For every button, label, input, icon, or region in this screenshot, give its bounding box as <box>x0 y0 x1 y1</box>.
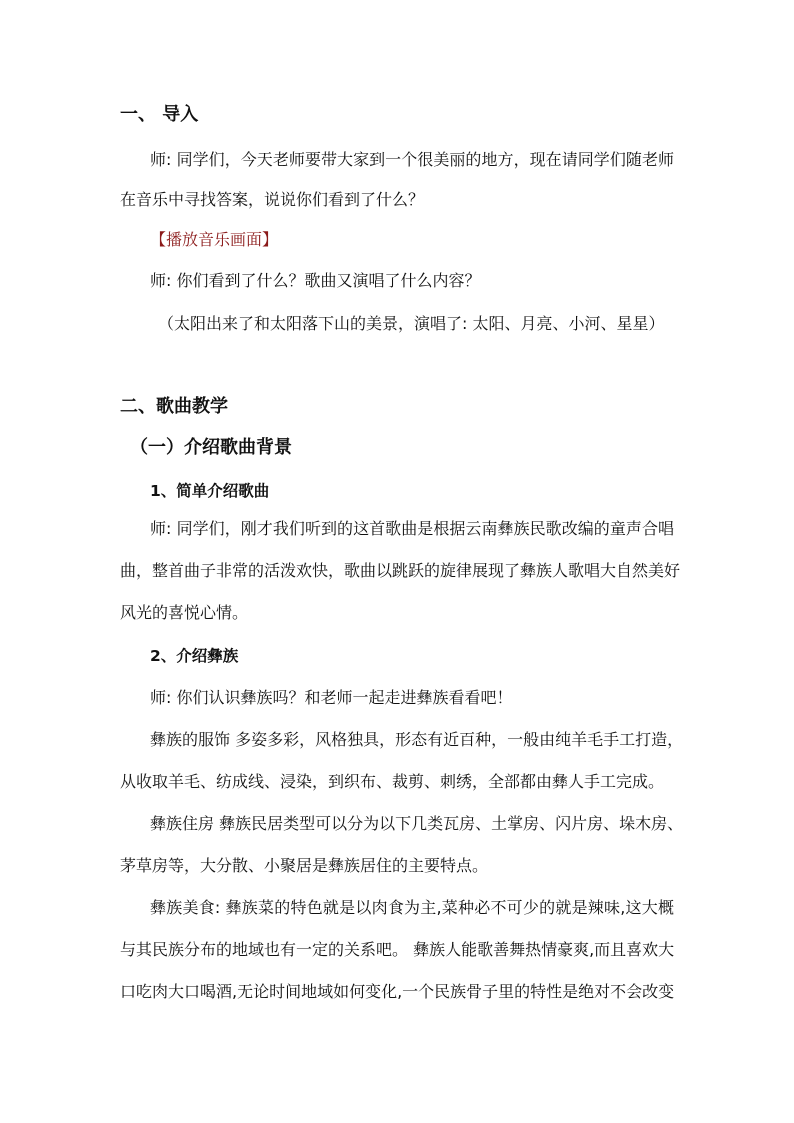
paragraph-line: 彝族的服饰 多姿多彩，风格独具，形态有近百种，一般由纯羊毛手工打造， <box>150 730 684 749</box>
paragraph-line: 师: 你们认识彝族吗？和老师一起走进彝族看看吧！ <box>150 688 513 707</box>
paragraph-line: 风光的喜悦心情。 <box>120 603 249 622</box>
media-note: 【播放音乐画面】 <box>150 230 279 249</box>
paragraph-line: 师: 同学们，今天老师要带大家到一个很美丽的地方，现在请同学们随老师 <box>150 150 674 169</box>
paragraph-line: 茅草房等，大分散、小聚居是彝族居住的主要特点。 <box>120 856 489 875</box>
sub-subsection-heading: 1、简单介绍歌曲 <box>150 482 270 500</box>
paragraph-line: 曲，整首曲子非常的活泼欢快，歌曲以跳跃的旋律展现了彝族人歌唱大自然美好 <box>120 561 681 580</box>
paragraph-line: 师: 同学们，刚才我们听到的这首歌曲是根据云南彝族民歌改编的童声合唱 <box>150 519 674 538</box>
paragraph-line: 彝族美食: 彝族菜的特色就是以肉食为主,菜种必不可少的就是辣味,这大概 <box>150 898 674 917</box>
paragraph-line: 与其民族分布的地域也有一定的关系吧。 彝族人能歌善舞热情豪爽,而且喜欢大 <box>120 940 675 959</box>
paragraph-line: 在音乐中寻找答案，说说你们看到了什么？ <box>120 190 425 209</box>
sub-subsection-heading: 2、介绍彝族 <box>150 647 239 665</box>
paragraph-line: 口吃肉大口喝酒,无论时间地域如何变化,一个民族骨子里的特性是绝对不会改变 <box>120 982 675 1001</box>
paragraph-line: 彝族住房 彝族民居类型可以分为以下几类瓦房、土掌房、闪片房、垛木房、 <box>150 814 684 833</box>
paragraph-line: 师: 你们看到了什么？歌曲又演唱了什么内容？ <box>150 271 481 290</box>
section-1-heading: 一、 导入 <box>120 104 199 125</box>
answer-note: （太阳出来了和太阳落下山的美景，演唱了: 太阳、月亮、小河、星星） <box>158 314 665 333</box>
paragraph-line: 从收取羊毛、纺成线、浸染，到织布、裁剪、刺绣，全部都由彝人手工完成。 <box>120 772 665 791</box>
subsection-heading: （一）介绍歌曲背景 <box>130 437 292 458</box>
section-2-heading: 二、歌曲教学 <box>120 396 228 417</box>
